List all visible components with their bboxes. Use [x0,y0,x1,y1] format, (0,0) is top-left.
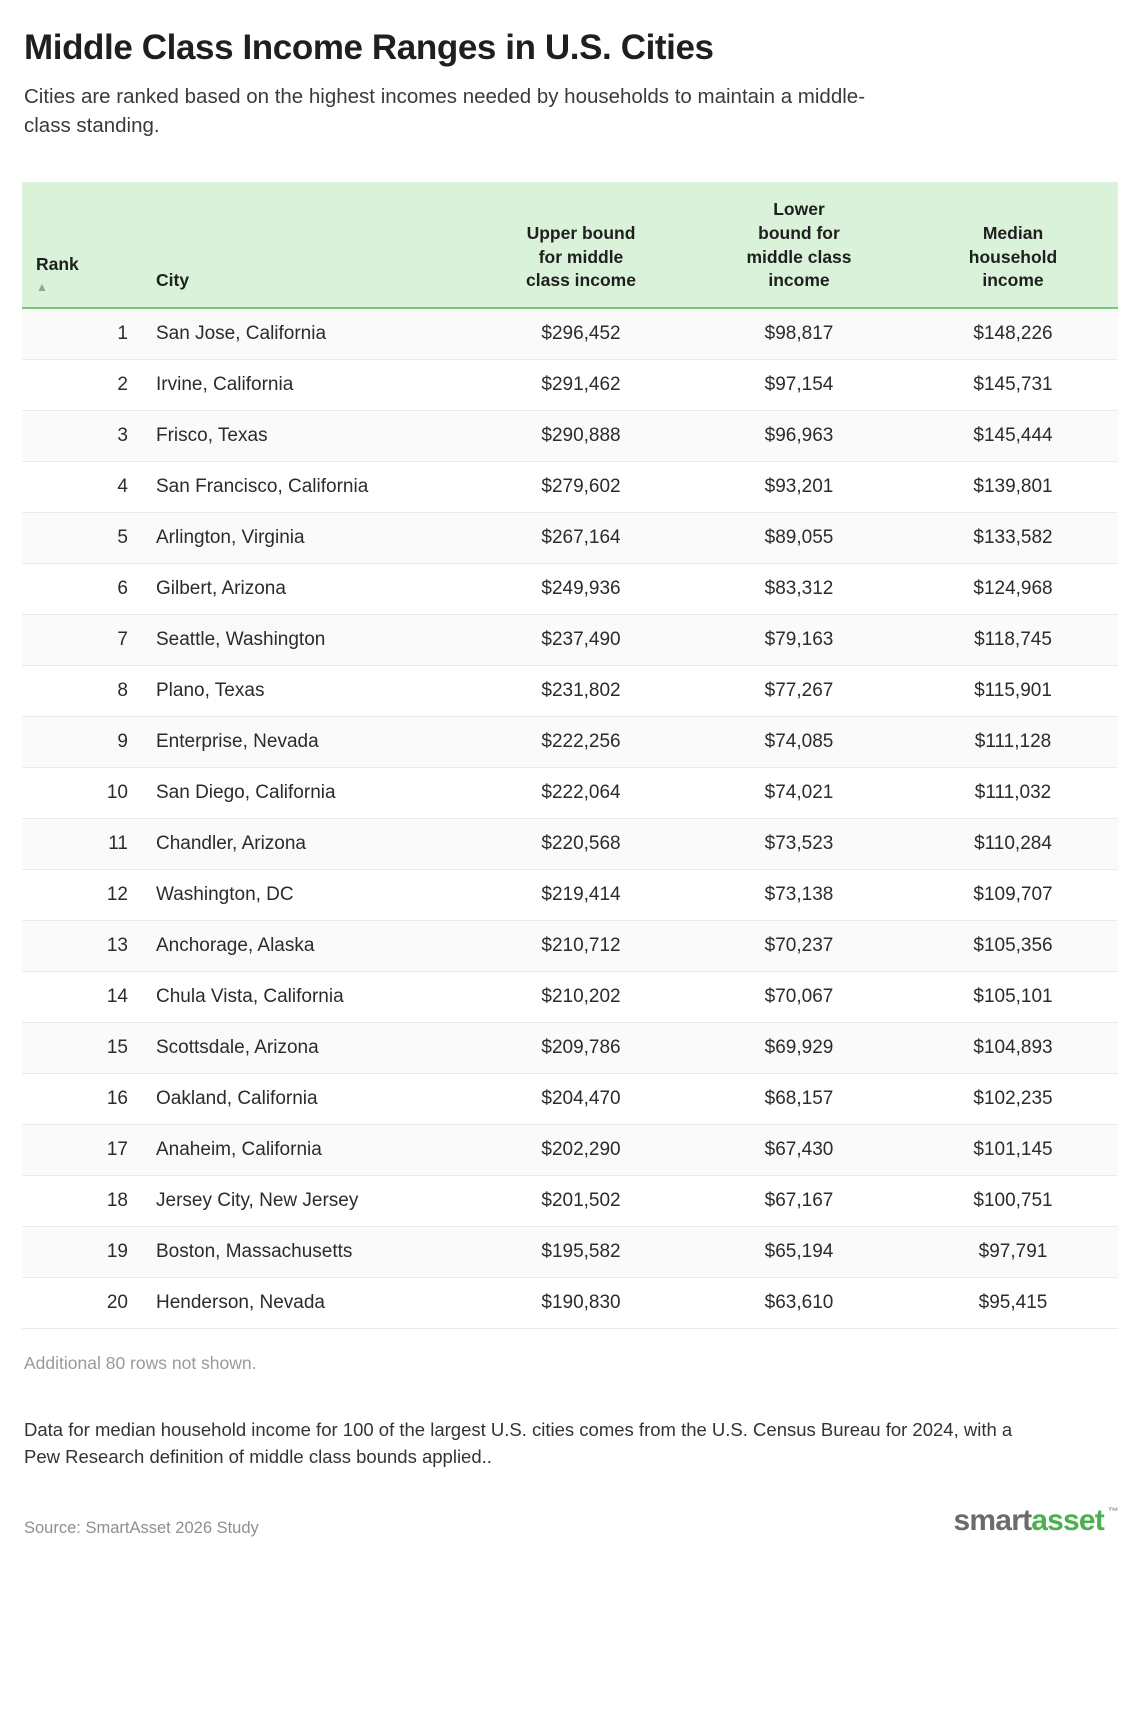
cell-median-income: $139,801 [908,461,1118,512]
table-row [22,767,1118,818]
page-title: Middle Class Income Ranges in U.S. Cities [24,28,714,67]
cell-rank: 15 [22,1022,142,1073]
cell-upper-bound: $219,414 [472,869,690,920]
column-header-median-line1: Median [982,223,1044,244]
cell-rank: 3 [22,410,142,461]
table-body [22,308,1118,1329]
cell-city: Gilbert, Arizona [142,563,472,614]
cell-rank: 12 [22,869,142,920]
income-table [22,182,1118,1329]
logo-trademark: ™ [1107,1506,1118,1519]
cell-rank: 10 [22,767,142,818]
cell-median-income: $145,444 [908,410,1118,461]
cell-lower-bound: $96,963 [690,410,908,461]
cell-lower-bound: $97,154 [690,359,908,410]
table-header [22,182,1118,308]
sort-ascending-icon[interactable]: ▲ [36,279,48,294]
footnote: Data for median household income for 100 of the largest U.S. cities comes from the U.S. Census Bureau for 2024, with a Pew Research definition of middle class bounds applied.. [24,1418,1013,1468]
cell-median-income: $133,582 [908,512,1118,563]
cell-lower-bound: $69,929 [690,1022,908,1073]
column-header-upper-line2: for middle [538,246,624,267]
cell-upper-bound: $291,462 [472,359,690,410]
cell-rank: 16 [22,1073,142,1124]
table-row [22,869,1118,920]
cell-upper-bound: $210,202 [472,971,690,1022]
cell-upper-bound: $220,568 [472,818,690,869]
column-header-upper-line1: Upper bound [526,223,636,244]
cell-median-income: $102,235 [908,1073,1118,1124]
cell-rank: 17 [22,1124,142,1175]
cell-city: Boston, Massachusetts [142,1226,472,1277]
cell-upper-bound: $201,502 [472,1175,690,1226]
cell-rank: 2 [22,359,142,410]
cell-rank: 19 [22,1226,142,1277]
cell-upper-bound: $296,452 [472,308,690,360]
column-header-upper-bound[interactable] [472,182,690,308]
cell-rank: 13 [22,920,142,971]
cell-upper-bound: $279,602 [472,461,690,512]
column-header-lower-line1: Lower [773,199,825,220]
cell-median-income: $95,415 [908,1277,1118,1328]
cell-city: Enterprise, Nevada [142,716,472,767]
cell-median-income: $101,145 [908,1124,1118,1175]
cell-rank: 14 [22,971,142,1022]
cell-lower-bound: $74,021 [690,767,908,818]
cell-upper-bound: $231,802 [472,665,690,716]
table-row [22,461,1118,512]
cell-median-income: $118,745 [908,614,1118,665]
cell-median-income: $124,968 [908,563,1118,614]
table-row [22,920,1118,971]
rows-hidden-note: Additional 80 rows not shown. [24,1352,257,1373]
cell-median-income: $148,226 [908,308,1118,360]
table-row [22,359,1118,410]
cell-upper-bound: $249,936 [472,563,690,614]
table-row [22,1073,1118,1124]
column-header-lower-line2: bound for [758,223,840,244]
cell-rank: 11 [22,818,142,869]
cell-city: Anchorage, Alaska [142,920,472,971]
cell-upper-bound: $222,064 [472,767,690,818]
cell-lower-bound: $77,267 [690,665,908,716]
logo-text-asset: asset [1031,1504,1104,1538]
cell-rank: 4 [22,461,142,512]
cell-median-income: $104,893 [908,1022,1118,1073]
column-header-city-label: City [156,270,190,291]
cell-lower-bound: $67,430 [690,1124,908,1175]
cell-rank: 8 [22,665,142,716]
cell-lower-bound: $70,067 [690,971,908,1022]
table-row [22,665,1118,716]
table-row [22,614,1118,665]
cell-upper-bound: $209,786 [472,1022,690,1073]
cell-upper-bound: $222,256 [472,716,690,767]
table-row [22,1175,1118,1226]
table-row [22,410,1118,461]
footer [22,1504,1118,1538]
table-row [22,1124,1118,1175]
cell-city: Frisco, Texas [142,410,472,461]
cell-upper-bound: $202,290 [472,1124,690,1175]
cell-rank: 20 [22,1277,142,1328]
cell-median-income: $97,791 [908,1226,1118,1277]
cell-lower-bound: $74,085 [690,716,908,767]
table-row [22,818,1118,869]
cell-city: San Diego, California [142,767,472,818]
table-row [22,1277,1118,1328]
cell-rank: 7 [22,614,142,665]
cell-upper-bound: $237,490 [472,614,690,665]
cell-rank: 9 [22,716,142,767]
table-header-row [22,182,1118,308]
cell-median-income: $111,032 [908,767,1118,818]
cell-city: Washington, DC [142,869,472,920]
cell-upper-bound: $204,470 [472,1073,690,1124]
cell-city: San Jose, California [142,308,472,360]
table-row [22,1226,1118,1277]
cell-city: Jersey City, New Jersey [142,1175,472,1226]
cell-median-income: $105,101 [908,971,1118,1022]
cell-city: Anaheim, California [142,1124,472,1175]
cell-median-income: $111,128 [908,716,1118,767]
cell-upper-bound: $267,164 [472,512,690,563]
cell-upper-bound: $290,888 [472,410,690,461]
cell-rank: 18 [22,1175,142,1226]
cell-upper-bound: $210,712 [472,920,690,971]
cell-lower-bound: $67,167 [690,1175,908,1226]
column-header-lower-line3: middle class [746,246,852,267]
column-header-rank[interactable] [22,182,142,308]
cell-median-income: $100,751 [908,1175,1118,1226]
cell-city: Arlington, Virginia [142,512,472,563]
column-header-rank-label: Rank [36,253,79,274]
table-row [22,716,1118,767]
cell-lower-bound: $79,163 [690,614,908,665]
table-row [22,971,1118,1022]
cell-rank: 1 [22,308,142,360]
table-row [22,563,1118,614]
cell-median-income: $110,284 [908,818,1118,869]
cell-median-income: $109,707 [908,869,1118,920]
cell-city: San Francisco, California [142,461,472,512]
column-header-median-income[interactable] [908,182,1118,308]
table-row [22,308,1118,360]
cell-city: Seattle, Washington [142,614,472,665]
cell-city: Chula Vista, California [142,971,472,1022]
cell-lower-bound: $73,138 [690,869,908,920]
cell-lower-bound: $68,157 [690,1073,908,1124]
cell-lower-bound: $73,523 [690,818,908,869]
cell-city: Irvine, California [142,359,472,410]
cell-city: Henderson, Nevada [142,1277,472,1328]
cell-rank: 6 [22,563,142,614]
cell-upper-bound: $195,582 [472,1226,690,1277]
source-label: Source: SmartAsset 2026 Study [24,1519,259,1538]
table-row [22,512,1118,563]
column-header-upper-line3: class income [526,270,636,291]
column-header-median-line3: income [982,270,1044,291]
cell-median-income: $145,731 [908,359,1118,410]
cell-lower-bound: $89,055 [690,512,908,563]
cell-city: Scottsdale, Arizona [142,1022,472,1073]
cell-lower-bound: $65,194 [690,1226,908,1277]
cell-city: Plano, Texas [142,665,472,716]
cell-lower-bound: $70,237 [690,920,908,971]
cell-lower-bound: $63,610 [690,1277,908,1328]
cell-rank: 5 [22,512,142,563]
cell-lower-bound: $98,817 [690,308,908,360]
cell-upper-bound: $190,830 [472,1277,690,1328]
smartasset-logo [954,1504,1118,1538]
table-row [22,1022,1118,1073]
page-subtitle: Cities are ranked based on the highest incomes needed by households to maintain a middle-class standing. [24,85,866,138]
cell-lower-bound: $83,312 [690,563,908,614]
cell-median-income: $115,901 [908,665,1118,716]
logo-text-smart: smart [953,1504,1032,1538]
column-header-lower-bound[interactable] [690,182,908,308]
cell-city: Chandler, Arizona [142,818,472,869]
column-header-city[interactable] [142,182,472,308]
column-header-median-line2: household [968,246,1058,267]
column-header-lower-line4: income [768,270,830,291]
cell-lower-bound: $93,201 [690,461,908,512]
cell-median-income: $105,356 [908,920,1118,971]
cell-city: Oakland, California [142,1073,472,1124]
